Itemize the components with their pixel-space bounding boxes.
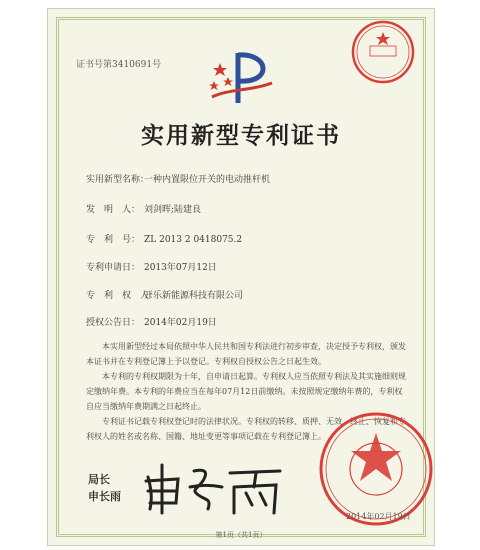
body-paragraph: 本实用新型经过本局依照中华人民共和国专利法进行初步审查，决定授予专利权，颁发本证书并在专利登记簿上予以登记。专利权自授权公告之日起生效。 xyxy=(86,342,406,366)
signature-title: 局长 xyxy=(88,473,110,486)
field-label: 专 利 号： xyxy=(86,235,141,245)
signature-name: 申长雨 xyxy=(88,490,121,503)
field-label: 实用新型名称： xyxy=(86,175,150,185)
field-grant-date xyxy=(86,315,217,328)
field-value: ZL 2013 2 0418075.2 xyxy=(144,235,243,245)
page-footer: 第1页（共1页） xyxy=(215,531,267,539)
certificate-number: 证书号第3410691号 xyxy=(76,60,162,70)
field-patent-number xyxy=(86,232,242,245)
field-value: 刘剑晖;陆建良 xyxy=(144,205,202,215)
field-value: 一种内置限位开关的电动推杆机 xyxy=(144,175,271,185)
handwritten-signature xyxy=(138,457,288,517)
body-paragraph: 专利证书记载专利权登记时的法律状况。专利权的转移、质押、无效、终止、恢复和专利权人的姓名或名称、国籍、地址变更等事项记载在专利登记簿上。 xyxy=(86,417,406,441)
field-value: 2013年07月12日 xyxy=(144,263,217,273)
field-utility-model-name xyxy=(86,172,270,185)
field-label: 专 利 权 人： xyxy=(86,291,159,301)
body-paragraph: 本专利的专利权期限为十年，自申请日起算。专利权人应当依照专利法及其实施细则规定缴纳年费。本专利的年费应当在每年07月12日前缴纳。未按照规定缴纳年费的，专利权自应当缴纳年费期满之日起终止。 xyxy=(86,372,406,411)
field-label: 发 明 人： xyxy=(86,205,141,215)
field-filing-date xyxy=(86,260,217,273)
sipo-logo-icon xyxy=(208,47,278,107)
seal-date: 2014年02月19日 xyxy=(346,512,411,521)
field-value: 开乐新能源科技有限公司 xyxy=(144,291,244,301)
patent-certificate xyxy=(47,8,435,546)
field-patentee xyxy=(86,288,243,301)
field-value: 2014年02月19日 xyxy=(144,318,217,328)
certificate-title: 实用新型专利证书 xyxy=(141,122,341,149)
field-label: 授权公告日： xyxy=(86,318,141,328)
field-inventor xyxy=(86,202,201,215)
field-label: 专利申请日： xyxy=(86,263,141,273)
query-seal xyxy=(350,19,416,85)
official-seal xyxy=(318,411,434,527)
